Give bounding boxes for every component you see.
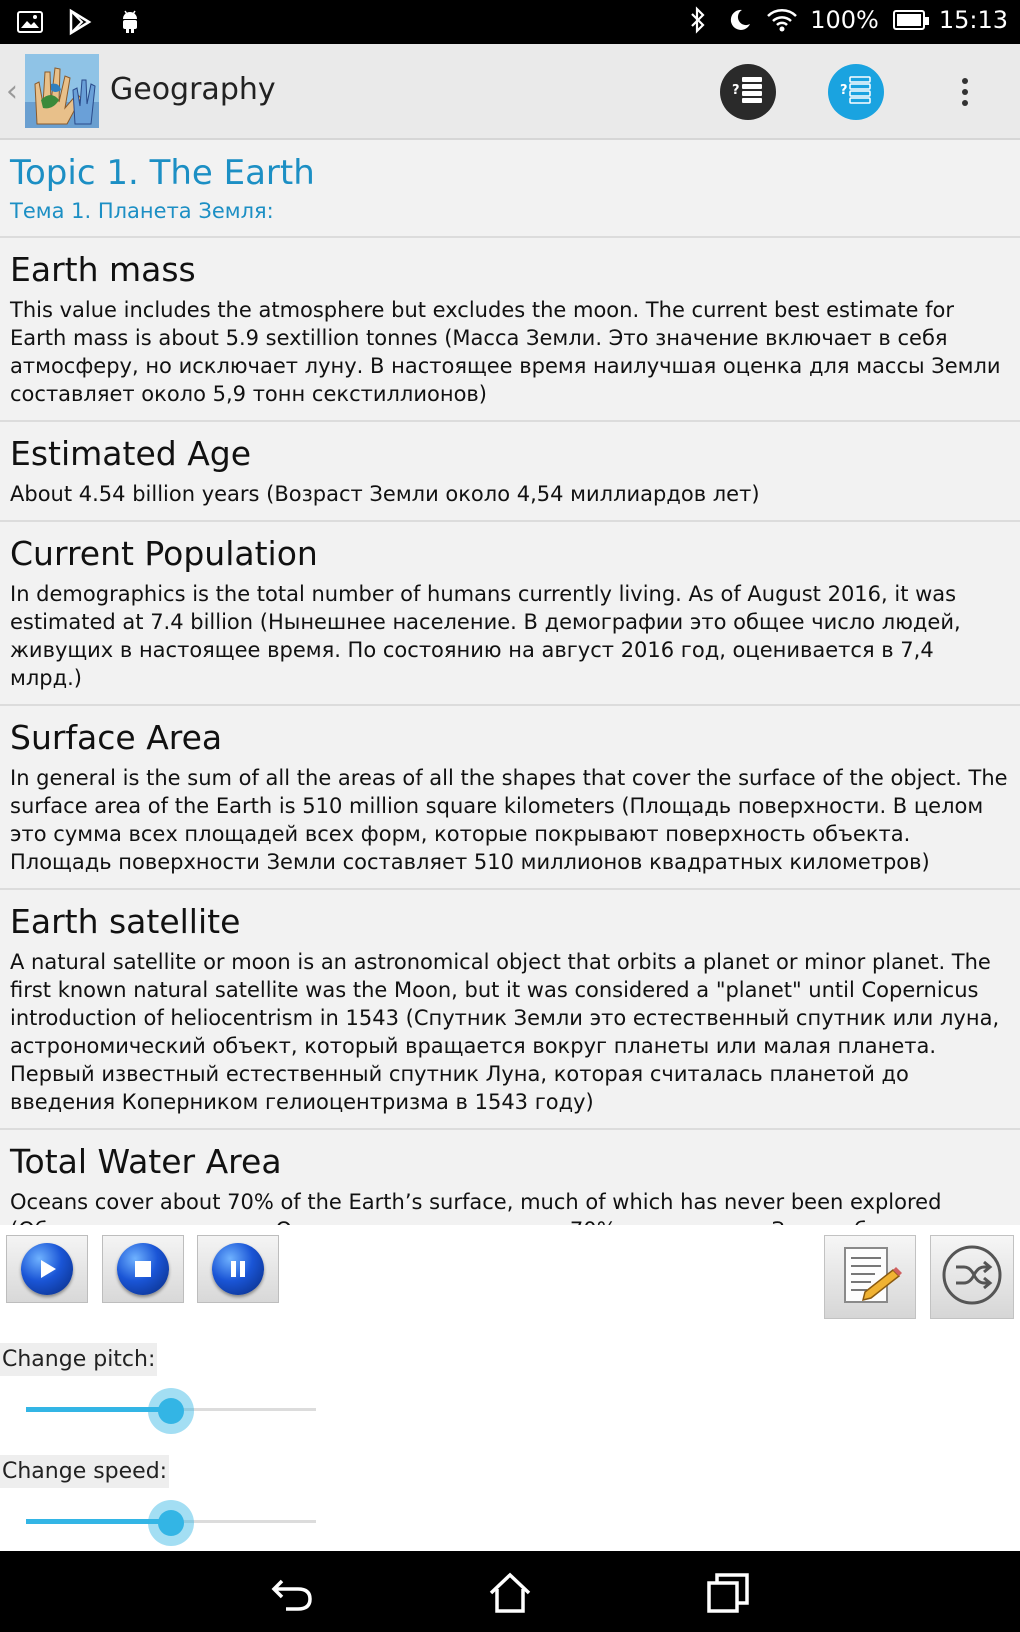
fact-text: A natural satellite or moon is an astronomical object that orbits a planet or minor planet. The first known natural satellite was the Moon, but it was considered a "planet" until Copernicus introduction of heliocentrism in 1543 (Спутник Земли это естественный спутник или луна, астрономический объект, который вращается вокруг планеты или малая планета. Первый известный естественный спутник Луна, которая считалась планетой до введения Коперником гелиоцентризма в 1543 году)	[10, 950, 1000, 1114]
topic-title: Topic 1. The Earth	[10, 153, 315, 193]
play-icon	[21, 1243, 73, 1295]
moon-icon	[726, 6, 754, 34]
speed-label: Change speed:	[0, 1455, 169, 1488]
pause-button[interactable]	[197, 1235, 279, 1303]
image-icon	[16, 8, 44, 36]
android-icon	[116, 8, 144, 36]
wifi-icon	[768, 6, 796, 34]
app-title: Geography	[110, 72, 276, 107]
play-button[interactable]	[6, 1235, 88, 1303]
status-bar	[0, 0, 1020, 44]
fact-title: Estimated Age	[10, 434, 252, 473]
fact-text: About 4.54 billion years (Возраст Земли около 4,54 миллиардов лет)	[10, 482, 760, 506]
questions-list-button[interactable]	[720, 64, 776, 120]
playback-controls	[0, 1225, 1020, 1551]
topic-subtitle: Тема 1. Планета Земля:	[10, 199, 274, 223]
overflow-menu-icon[interactable]	[955, 74, 975, 110]
pitch-slider-thumb[interactable]	[148, 1388, 194, 1434]
pitch-label: Change pitch:	[0, 1343, 157, 1376]
fact-card[interactable]	[0, 522, 1020, 706]
recents-icon[interactable]	[704, 1569, 752, 1617]
questions-list-active-icon	[838, 74, 874, 110]
fact-card[interactable]	[0, 422, 1020, 522]
svg-text:?: ?	[732, 83, 740, 98]
clock: 15:13	[938, 6, 1008, 34]
questions-list-active-button[interactable]	[828, 64, 884, 120]
notes-icon	[835, 1242, 905, 1312]
stop-icon	[117, 1243, 169, 1295]
fact-title: Total Water Area	[10, 1142, 282, 1181]
navigation-bar	[0, 1551, 1020, 1632]
speed-slider[interactable]	[26, 1500, 316, 1544]
topic-header	[0, 140, 1020, 238]
fact-text: In demographics is the total number of humans currently living. As of August 2016, it was estimated at 7.4 billion (Нынешнее население. В демографии это общее число людей, живущих в настоящее время. По состоянию на август 2016 год, оценивается в 7,4 млрд.)	[10, 582, 961, 690]
fact-card[interactable]	[0, 706, 1020, 890]
pause-icon	[212, 1243, 264, 1295]
battery-percent: 100%	[810, 6, 879, 34]
questions-list-icon	[730, 74, 766, 110]
back-icon[interactable]	[268, 1569, 316, 1617]
fact-title: Surface Area	[10, 718, 223, 757]
fact-text: This value includes the atmosphere but excludes the moon. The current best estimate for Earth mass is about 5.9 sextillion tonnes (Масса Земли. Это значение включает в себя атмосферу, но исключает луну. В настоящее время наилучшая оценка для массы Земли составляет около 5,9 тонн секстиллионов)	[10, 298, 1001, 406]
fact-card[interactable]	[0, 238, 1020, 422]
fact-title: Earth satellite	[10, 902, 241, 941]
pitch-slider[interactable]	[26, 1388, 316, 1432]
app-bar	[0, 44, 1020, 140]
stop-button[interactable]	[102, 1235, 184, 1303]
fact-card[interactable]	[0, 890, 1020, 1130]
shuffle-button[interactable]	[930, 1235, 1014, 1319]
up-chevron-icon[interactable]: ‹	[6, 74, 18, 109]
fact-title: Earth mass	[10, 250, 196, 289]
fact-text: Oceans cover about 70% of the Earth’s surface, much of which has never been explored	[10, 1190, 942, 1214]
battery-icon	[893, 10, 925, 30]
shuffle-icon	[940, 1243, 1004, 1311]
app-logo[interactable]	[25, 54, 99, 128]
bluetooth-icon	[684, 6, 712, 34]
fact-text: In general is the sum of all the areas of all the shapes that cover the surface of the object. The surface area of the Earth is 510 million square kilometers (Площадь поверхности. В целом это сумма всех площадей всех форм, которые покрывают поверхность объекта. Площадь поверхности Земли составляет 510 миллионов квадратных километров)	[10, 766, 1008, 874]
home-icon[interactable]	[486, 1569, 534, 1617]
fact-title: Current Population	[10, 534, 318, 573]
notes-button[interactable]	[824, 1235, 916, 1319]
topic-content[interactable]	[0, 140, 1020, 1225]
play-store-icon	[66, 8, 94, 36]
svg-text:?: ?	[840, 83, 848, 98]
speed-slider-thumb[interactable]	[148, 1500, 194, 1546]
